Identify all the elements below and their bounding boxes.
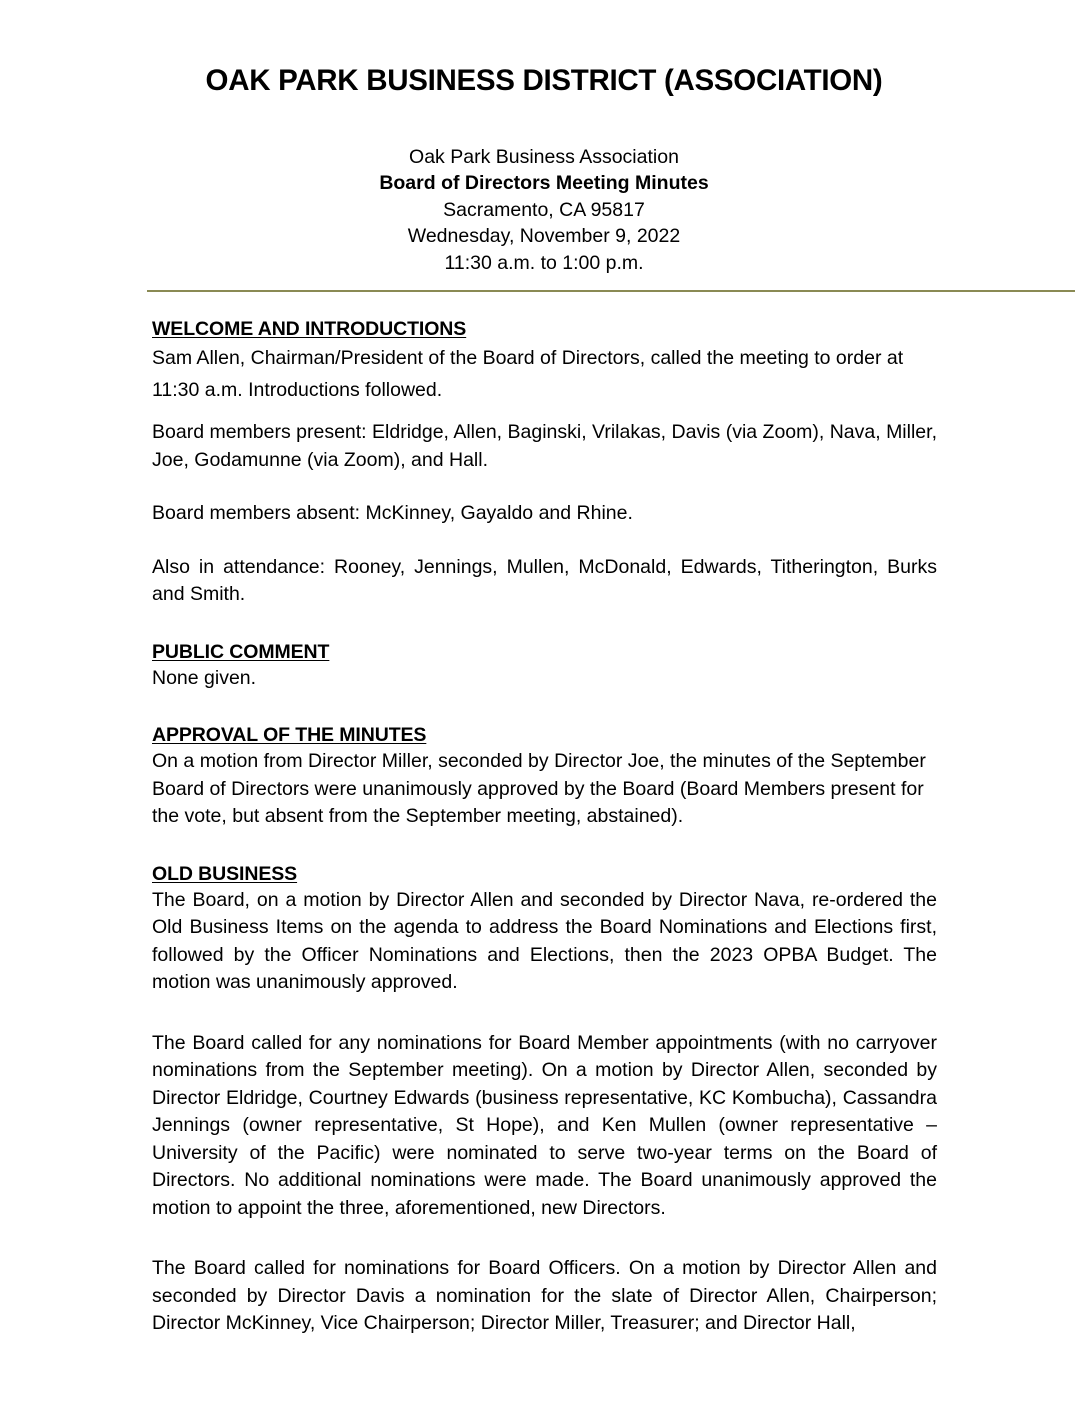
header-time: 11:30 a.m. to 1:00 p.m. <box>444 251 644 274</box>
section-spacer <box>152 692 937 723</box>
page-title: OAK PARK BUSINESS DISTRICT (ASSOCIATION) <box>205 64 883 97</box>
section-heading-public-comment: PUBLIC COMMENT <box>152 640 330 663</box>
paragraph-spacer <box>152 406 937 419</box>
section-spacer <box>152 831 937 862</box>
paragraph-public-comment-none: None given. <box>152 666 257 689</box>
paragraph-spacer <box>152 1222 937 1255</box>
paragraph-old-business-reorder: The Board, on a motion by Director Allen and seconded by Director Nava, re-ordered the Old Business Items on the agenda to address the Board Nominations and Elections first, followed by the Officer Nominations and Elections, then the 2023 OPBA Budget. The motion was unanimously approved. <box>152 888 937 994</box>
header-document-type: Board of Directors Meeting Minutes <box>379 172 709 195</box>
header-organization: Oak Park Business Association <box>409 145 679 168</box>
paragraph-spacer <box>152 528 937 554</box>
paragraph-welcome-call-to-order: Sam Allen, Chairman/President of the Board of Directors, called the meeting to order at 11:30 a.m. Introductions followed. <box>152 347 904 402</box>
document-body <box>152 292 937 1338</box>
paragraph-approval-of-minutes: On a motion from Director Miller, seconded by Director Joe, the minutes of the September Board of Directors were unanimously approved by the Board (Board Members present for the vote, but absent from the September meeting, abstained). <box>152 750 926 828</box>
meeting-header-block <box>0 144 1088 277</box>
paragraph-also-in-attendance: Also in attendance: Rooney, Jennings, Mullen, McDonald, Edwards, Titherington, Burks and Smith. <box>152 555 937 606</box>
paragraph-board-members-present: Board members present: Eldridge, Allen, Baginski, Vrilakas, Davis (via Zoom), Nava, Miller, Joe, Godamunne (via Zoom), and Hall. <box>152 421 937 471</box>
section-heading-old-business: OLD BUSINESS <box>152 862 298 885</box>
section-spacer <box>152 609 937 640</box>
header-date: Wednesday, November 9, 2022 <box>407 225 681 248</box>
paragraph-board-members-absent: Board members absent: McKinney, Gayaldo and Rhine. <box>152 502 633 525</box>
header-location: Sacramento, CA 95817 <box>443 198 645 221</box>
paragraph-spacer <box>152 997 937 1030</box>
paragraph-spacer <box>152 474 937 500</box>
section-heading-approval-of-the-minutes: APPROVAL OF THE MINUTES <box>152 724 427 747</box>
paragraph-board-officer-nominations: The Board called for nominations for Board Officers. On a motion by Director Allen and seconded by Director Davis a nomination for the slate of Director Allen, Chairperson; Director McKinney, Vice Chairperson; Director Miller, Treasurer; and Director Hall, <box>152 1257 937 1335</box>
paragraph-board-member-nominations: The Board called for any nominations for Board Member appointments (with no carryover nominations from the September meeting). On a motion by Director Allen, seconded by Director Eldridge, Courtney Edwards (business representative, KC Kombucha), Cassandra Jennings (owner representative, St Hope), and Ken Mullen (owner representative – University of the Pacific) were nominated to serve two-year terms on the Board of Directors. No additional nominations were made. The Board unanimously approved the motion to appoint the three, aforementioned, new Directors. <box>152 1031 937 1219</box>
section-heading-welcome-and-introductions: WELCOME AND INTRODUCTIONS <box>152 318 467 341</box>
